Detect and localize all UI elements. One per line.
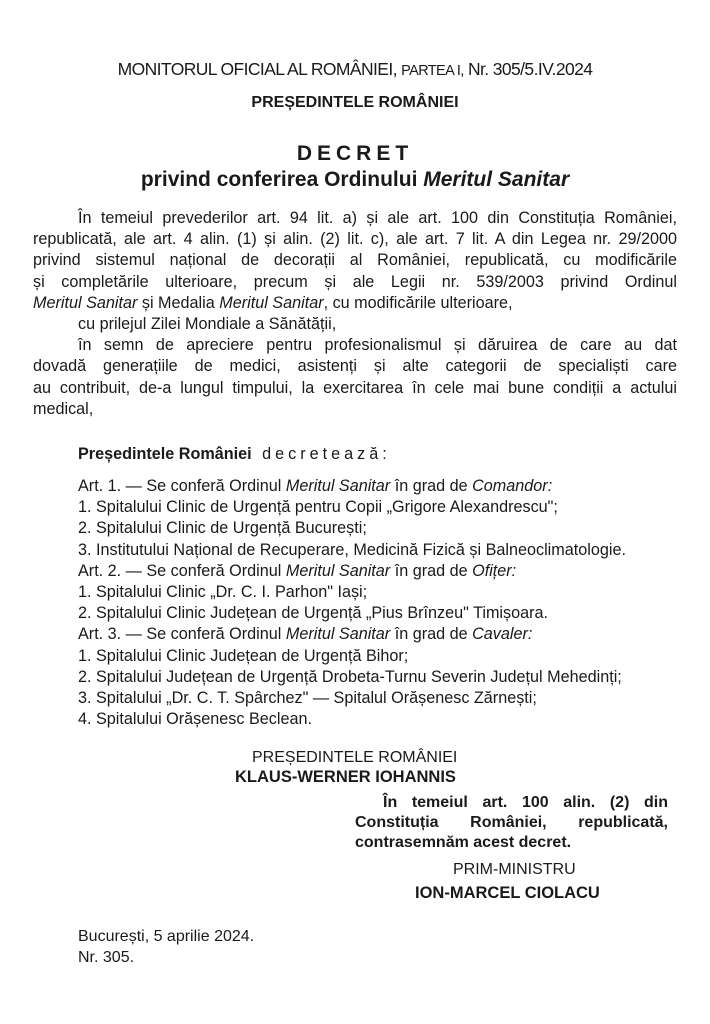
decree-verb: decretează: <box>262 445 391 463</box>
president-name: KLAUS-WERNER IOHANNIS <box>235 768 456 786</box>
article-order: Meritul Sanitar <box>285 625 391 644</box>
article-heading <box>78 476 626 497</box>
preamble-line: au contribuit, de-a lungul timpului, la exercitarea în cele mai bune condiții a actului <box>33 378 677 397</box>
preamble-line: republicată, ale art. 4 alin. (1) și alin. (2) lit. c), ale art. 7 lit. A din Legea nr. 29/2000 <box>33 230 677 249</box>
president-title: PREȘEDINTELE ROMÂNIEI <box>252 749 458 766</box>
preamble-occasion: cu prilejul Zilei Mondiale a Sănătății, <box>78 315 337 334</box>
article-item: 2. Spitalului Județean de Urgență Drobeta-Turnu Severin Județul Mehedinți; <box>78 667 622 686</box>
place-and-date: București, 5 aprilie 2024. <box>78 928 255 945</box>
article-rank: Comandor: <box>472 477 553 495</box>
article-item: 3. Spitalului „Dr. C. T. Spârchez" — Spitalul Orășenesc Zărnești; <box>78 689 537 708</box>
preamble-line: privind sistemul național de decorații al României, republicată, cu modificările <box>33 251 677 270</box>
preamble-medal-italic: Meritul Sanitar <box>219 293 324 312</box>
article-prefix: Art. 3. — Se conferă Ordinul <box>78 625 286 644</box>
decree-number: Nr. 305. <box>78 949 135 966</box>
article-item: 4. Spitalului Orășenesc Beclean. <box>78 710 312 729</box>
gazette-masthead <box>0 59 710 80</box>
article-rank: Cavaler: <box>472 625 533 644</box>
preamble-text: și Medalia <box>137 293 220 312</box>
article-heading <box>78 561 626 582</box>
countersign-line: Constituția României, republicată, <box>355 814 668 831</box>
countersign-clause <box>355 793 668 853</box>
article-order: Meritul Sanitar <box>285 561 391 580</box>
decree-formula <box>78 445 391 464</box>
prime-minister-name: ION-MARCEL CIOLACU <box>415 884 600 902</box>
article-item: 1. Spitalului Clinic de Urgență pentru Copii „Grigore Alexandrescu"; <box>78 498 558 517</box>
article-item: 2. Spitalului Clinic Județean de Urgență „Pius Brînzeu" Timișoara. <box>78 604 549 623</box>
decree-subject: Președintele României <box>78 445 252 463</box>
articles-list <box>78 476 626 730</box>
subtitle-order-name: Meritul Sanitar <box>423 168 570 191</box>
preamble-line: în semn de apreciere pentru profesionalismul și dăruirea de care au dat <box>78 336 677 355</box>
preamble-line: dovadă generațiile de medici, asistenți și alte categorii de specialiști care <box>33 357 677 376</box>
article-item: 3. Institutului Național de Recuperare, Medicină Fizică și Balneoclimatologie. <box>78 540 626 559</box>
preamble-order-italic: Meritul Sanitar <box>33 293 138 312</box>
countersign-line: În temeiul art. 100 alin. (2) din <box>383 794 668 811</box>
article-rank: Ofițer: <box>472 561 517 580</box>
article-item: 2. Spitalului Clinic de Urgență București; <box>78 519 367 538</box>
article-mid: în grad de <box>390 561 473 580</box>
preamble-line: În temeiul prevederilor art. 94 lit. a) și ale art. 100 din Constituția României, <box>78 209 677 227</box>
article-heading <box>78 624 626 645</box>
article-mid: în grad de <box>390 477 473 495</box>
masthead-publication: MONITORUL OFICIAL AL ROMÂNIEI, <box>117 59 397 79</box>
issuer-heading: PREȘEDINTELE ROMÂNIEI <box>251 94 459 111</box>
article-prefix: Art. 2. — Se conferă Ordinul <box>78 561 286 580</box>
document-title: DECRET <box>296 142 414 165</box>
preamble-text: , cu modificările ulterioare, <box>323 293 513 312</box>
preamble-line <box>33 293 677 314</box>
article-order: Meritul Sanitar <box>285 477 391 495</box>
subtitle-prefix: privind conferirea Ordinului <box>140 168 418 191</box>
article-item: 1. Spitalului Clinic „Dr. C. I. Parhon" Iași; <box>78 583 368 602</box>
masthead-issue: Nr. 305/5.IV.2024 <box>467 59 593 79</box>
preamble-line: și completările ulterioare, precum și ale Legii nr. 539/2003 privind Ordinul <box>33 272 677 291</box>
countersign-line: contrasemnăm acest decret. <box>355 834 572 851</box>
prime-minister-title: PRIM-MINISTRU <box>453 861 576 878</box>
masthead-part: PARTEA I, <box>401 63 464 79</box>
article-prefix: Art. 1. — Se conferă Ordinul <box>78 477 286 495</box>
preamble <box>33 208 677 420</box>
preamble-line: medical, <box>33 399 94 418</box>
article-mid: în grad de <box>390 625 473 644</box>
document-subtitle <box>0 168 710 192</box>
article-item: 1. Spitalului Clinic Județean de Urgență Bihor; <box>78 646 409 665</box>
